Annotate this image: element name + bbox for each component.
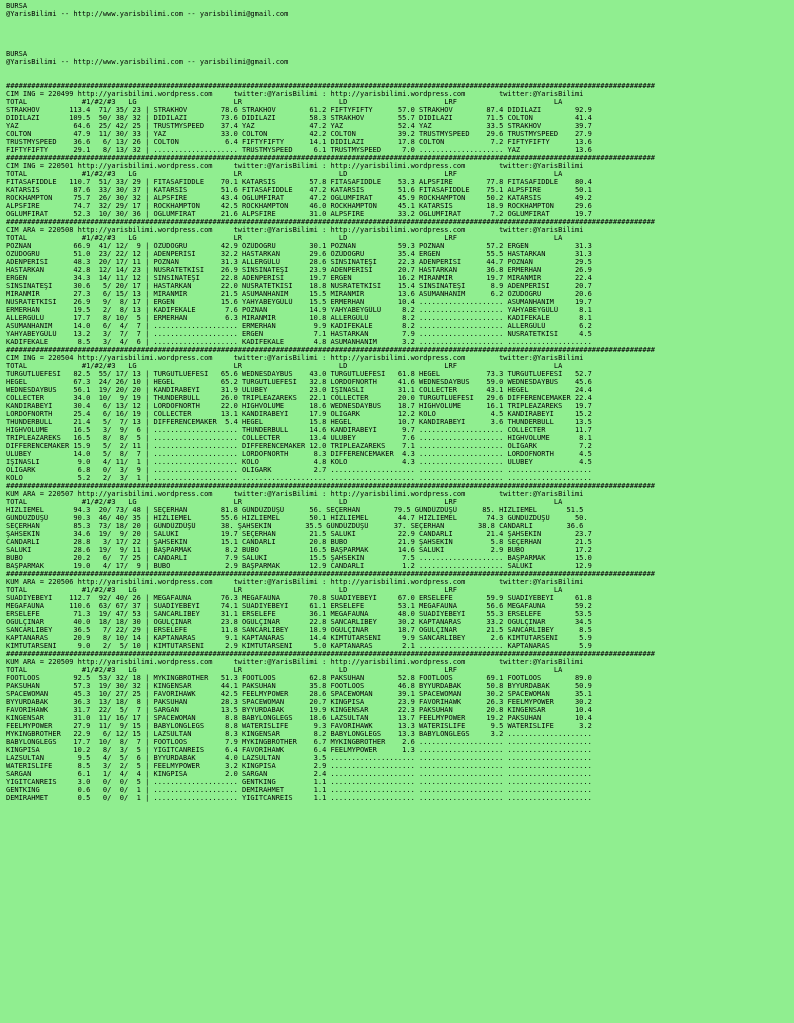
data-row: YİĞİTCANREİS 3.0 0/ 0/ 5 | .................... GENTKING 1.1 .................... .................... .................... xyxy=(6,778,592,786)
data-row: SANCARLIBEY 36.5 7/ 22/ 29 | ERSELEFE 11.8 SANCARLIBEY 18.9 OĞULÇINAR 18.7 OĞULÇINAR 21.5 SANCARLIBEY 8.5 xyxy=(6,626,592,634)
data-row: COLLECTER 34.0 10/ 9/ 19 | THUNDERBULL 26.0 TRIPLEAZAREKS 22.1 COLLECTER 20.0 TURGUTLUEFESİ 29.6 DIFFERENCEMAKER 22.4 xyxy=(6,394,592,402)
data-row: KAPTANARAS 20.9 8/ 10/ 14 | KAPTANARAS 9.1 KAPTANARAS 14.4 KİMTUTARSENİ 9.9 SANCARLIBEY 2.6 KİMTUTARSENİ 5.9 xyxy=(6,634,592,642)
data-row: ERSELEFE 71.3 19/ 47/ 53 | SANCARLIBEY 31.1 ERSELEFE 36.1 MEGAFAUNA 48.0 SUADİYEBEYİ 55.3 ERSELEFE 53.5 xyxy=(6,610,592,618)
data-row: LAZSULTAN 9.5 4/ 5/ 6 | BYYURDABAK 4.0 LAZSULTAN 3.5 .................... .................... .................... xyxy=(6,754,592,762)
column-header: TOTAL #1/#2/#3 LG LR LD LRF LA xyxy=(6,170,563,178)
data-row: DEMİRAHMET 0.5 0/ 0/ 1 | .................... YİĞİTCANREİS 1.1 .................... .................... .................... xyxy=(6,794,592,802)
race-header: CIM ING = 220499 http://yarisbilimi.wordpress.com twitter:@YarisBilimi : http://yarisbilimi.wordpress.com twitter:@YarisBilimi xyxy=(6,90,584,98)
data-row: SARGAN 6.1 1/ 4/ 4 | KINGPISA 2.0 SARGAN 2.4 .................... .................... .................... xyxy=(6,770,592,778)
section-divider: ########################################################################################################################################################## xyxy=(6,154,656,162)
data-row: FOOTLOOS 92.5 53/ 32/ 18 | MYKINGBROTHER 51.3 FOOTLOOS 62.8 PAKSUHAN 52.8 FOOTLOOS 69.1 FOOTLOOS 89.0 xyxy=(6,674,592,682)
section-divider: ########################################################################################################################################################## xyxy=(6,570,656,578)
data-row: CANDARLI 28.8 3/ 17/ 22 | ŞAHSEKİN 15.1 CANDARLI 20.8 BUBO 21.9 ŞAHSEKİN 5.8 SEÇERHAN 21.5 xyxy=(6,538,592,546)
data-row: HASTARKAN 42.8 12/ 14/ 23 | NUSRATETKİSİ 26.9 SİNSİNATEŞİ 23.9 ADENPERİSİ 20.7 HASTARKAN 36.8 ERMERHAN 26.9 xyxy=(6,266,592,274)
data-row: BUBO 20.2 6/ 7/ 25 | CANDARLI 7.9 SALUKİ 15.5 ŞAHSEKİN 7.5 .................... BAŞPARMAK 15.0 xyxy=(6,554,592,562)
data-row: POZNAN 66.9 41/ 12/ 9 | ÖZÜDOĞRU 42.9 ÖZÜDOĞRU 30.1 POZNAN 59.3 POZNAN 57.2 ERGEN 31.3 xyxy=(6,242,592,250)
data-row: WEDNESDAYBUS 56.1 19/ 20/ 20 | KANDIRABEYİ 31.9 ULUBEY 23.0 IŞINASLI 31.1 COLLECTER 43.1 HEGEL 24.4 xyxy=(6,386,592,394)
data-row: TURGUTLUEFESİ 82.5 55/ 17/ 13 | TURGUTLUEFESİ 65.6 WEDNESDAYBUS 43.0 TURGUTLUEFESİ 61.8 HEGEL 73.3 TURGUTLUEFESİ 52.7 xyxy=(6,370,592,378)
data-row: TRUSTMYSPEED 36.6 6/ 13/ 26 | COLTON 6.4 FIFTYFIFTY 14.1 DİDİLAZI 17.8 COLTON 7.2 FIFTYFIFTY 13.6 xyxy=(6,138,592,146)
data-row: ALPSFIRE 74.7 32/ 29/ 17 | ROCKHAMPTON 42.5 ROCKHAMPTON 46.0 ROCKHAMPTON 45.1 KATARSİS 18.9 ROCKHAMPTON 29.6 xyxy=(6,202,592,210)
data-row: SPACEWOMAN 45.3 10/ 27/ 25 | FAVORİHAWK 42.5 FEELMYPOWER 28.6 SPACEWOMAN 39.1 SPACEWOMAN 30.2 SPACEWOMAN 35.1 xyxy=(6,690,592,698)
data-row: TRIPLEAZAREKS 16.5 8/ 8/ 5 | .................... COLLECTER 13.4 ULUBEY 7.6 .................... HIGHVOLUME 8.1 xyxy=(6,434,592,442)
column-header: TOTAL #1/#2/#3 LG LR LD LRF LA xyxy=(6,666,563,674)
data-row: WATERISLIFE 8.5 3/ 2/ 5 | FEELMYPOWER 3.2 KINGPISA 2.9 .................... .................... .................... xyxy=(6,762,592,770)
contact-line: @YarisBilimi -- http://www.yarisbilimi.com -- yarisbilimi@gmail.com xyxy=(6,58,289,66)
data-row: DİDİLAZI 109.5 50/ 38/ 32 | DİDİLAZI 73.6 DİDİLAZI 58.3 STRAKHOV 55.7 DİDİLAZI 71.5 COLTON 41.4 xyxy=(6,114,592,122)
data-row: HEGEL 67.3 24/ 26/ 10 | HEGEL 65.2 TURGUTLUEFESİ 32.8 LORDOFNORTH 41.6 WEDNESDAYBUS 59.0 WEDNESDAYBUS 45.6 xyxy=(6,378,592,386)
column-header: TOTAL #1/#2/#3 LG LR LD LRF LA xyxy=(6,98,563,106)
blank-line xyxy=(6,34,794,42)
race-header: CIM ING = 220501 http://yarisbilimi.wordpress.com twitter:@YarisBilimi : http://yarisbilimi.wordpress.com twitter:@YarisBilimi xyxy=(6,162,584,170)
section-divider: ########################################################################################################################################################## xyxy=(6,650,656,658)
section-divider: ########################################################################################################################################################## xyxy=(6,346,656,354)
data-row: SEÇERHAN 85.3 73/ 18/ 20 | GÜNDÜZDÜŞÜ 38. ŞAHSEKİN 35.5 GÜNDÜZDÜŞÜ 37. SEÇERHAN 38.8 CANDARLI 36.6 xyxy=(6,522,584,530)
data-row: OLİGARK 6.8 0/ 3/ 9 | .................... OLİGARK 2.7 .................... .................... .................... xyxy=(6,466,592,474)
location-title: BURSA xyxy=(6,50,28,58)
section-divider: ########################################################################################################################################################## xyxy=(6,218,656,226)
data-row: DIFFERENCEMAKER 15.9 5/ 2/ 11 | .................... DIFFERENCEMAKER 12.0 TRIPLEAZAREKS 7.1 .................... OLİGARK 7.2 xyxy=(6,442,592,450)
blank-line xyxy=(6,66,794,74)
data-row: SİNSİNATEŞİ 30.6 5/ 20/ 17 | HASTARKAN 22.0 NUSRATETKİSİ 18.8 NUSRATETKİSİ 15.4 SİNSİNATEŞİ 8.9 ADENPERİSİ 20.7 xyxy=(6,282,592,290)
data-row: FIFTYFIFTY 29.1 8/ 13/ 32 | .................... TRUSTMYSPEED 6.1 TRUSTMYSPEED 7.0 .................... YAZ 13.6 xyxy=(6,146,592,154)
data-row: MİRANMİR 27.3 6/ 15/ 13 | MİRANMİR 21.5 ASUMANHANIM 15.5 MİRANMİR 13.6 ASUMANHANIM 6.2 ÖZÜDOĞRU 20.6 xyxy=(6,290,592,298)
data-row: KİMTUTARSENİ 9.0 2/ 5/ 10 | KİMTUTARSENİ 2.9 KİMTUTARSENİ 5.0 KAPTANARAS 2.1 .................... KAPTANARAS 5.9 xyxy=(6,642,592,650)
blank-line xyxy=(6,26,794,34)
data-row: ŞAHSEKİN 34.6 19/ 9/ 20 | SALUKİ 19.7 SEÇERHAN 21.5 SALUKİ 22.9 CANDARLI 21.4 ŞAHSEKİN 23.7 xyxy=(6,530,592,538)
section-divider: ########################################################################################################################################################## xyxy=(6,482,656,490)
data-row: BYYURDABAK 36.3 13/ 18/ 8 | PAKSUHAN 28.3 SPACEWOMAN 20.7 KINGPISA 23.9 FAVORİHAWK 26.3 FEELMYPOWER 30.2 xyxy=(6,698,592,706)
race-header: KUM ARA = 220506 http://yarisbilimi.wordpress.com twitter:@YarisBilimi : http://yarisbilimi.wordpress.com twitter:@YarisBilimi xyxy=(6,578,584,586)
data-row: COLTON 47.9 11/ 30/ 33 | YAZ 33.0 COLTON 42.2 COLTON 39.2 TRUSTMYSPEED 29.6 TRUSTMYSPEED 27.9 xyxy=(6,130,592,138)
blank-line xyxy=(6,42,794,50)
data-row: KINGPISA 10.2 8/ 3/ 5 | YİĞİTCANREİS 6.4 FAVORİHAWK 6.4 FEELMYPOWER 1.3 .................... .................... xyxy=(6,746,592,754)
race-header: KUM ARA = 220509 http://yarisbilimi.wordpress.com twitter:@YarisBilimi : http://yarisbilimi.wordpress.com twitter:@YarisBilimi xyxy=(6,658,584,666)
race-header: KUM ARA = 220507 http://yarisbilimi.wordpress.com twitter:@YarisBilimi : http://yarisbilimi.wordpress.com twitter:@YarisBilimi xyxy=(6,490,584,498)
column-header: TOTAL #1/#2/#3 LG LR LD LRF LA xyxy=(6,498,563,506)
data-row: FITASAFIDDLE 110.7 51/ 33/ 29 | FITASAFIDDLE 70.1 KATARSİS 57.8 FITASAFIDDLE 53.3 ALPSFIRE 77.8 FITASAFIDDLE 80.4 xyxy=(6,178,592,186)
data-row: ADENPERİSİ 48.3 20/ 17/ 11 | POZNAN 31.3 ALLERGÜLÜ 28.6 SİNSİNATEŞİ 22.3 ADENPERİSİ 44.7 POZNAN 29.5 xyxy=(6,258,592,266)
location-title: BURSA xyxy=(6,2,28,10)
data-row: NUSRATETKİSİ 26.9 9/ 8/ 17 | ERGEN 15.6 YAHYABEYGÜLÜ 15.5 ERMERHAN 10.4 .................... ASUMANHANIM 19.7 xyxy=(6,298,592,306)
data-row: SALUKİ 28.6 19/ 9/ 11 | BAŞPARMAK 8.2 BUBO 16.5 BAŞPARMAK 14.6 SALUKİ 2.9 BUBO 17.2 xyxy=(6,546,592,554)
data-row: ÖZÜDOĞRU 51.0 23/ 22/ 12 | ADENPERİSİ 32.2 HASTARKAN 29.6 ÖZÜDOĞRU 35.4 ERGEN 55.5 HASTARKAN 31.3 xyxy=(6,250,592,258)
data-row: SUADİYEBEYİ 112.7 92/ 40/ 26 | MEGAFAUNA 76.3 MEGAFAUNA 70.8 SUADİYEBEYİ 67.0 ERSELEFE 59.9 SUADİYEBEYİ 61.8 xyxy=(6,594,592,602)
column-header: TOTAL #1/#2/#3 LG LR LD LRF LA xyxy=(6,586,563,594)
data-row: KOLO 5.2 2/ 3/ 1 | .................... .................... .................... .................... .................... xyxy=(6,474,592,482)
data-row: YAHYABEYGÜLÜ 13.2 3/ 7/ 7 | .................... ERGEN 7.1 HASTARKAN 7.9 .................... NUSRATETKİSİ 4.5 xyxy=(6,330,592,338)
data-row: HIZLIEMEL 94.3 20/ 73/ 48 | SEÇERHAN 81.8 GÜNDÜZDÜŞÜ 56. SEÇERHAN 79.5 GÜNDÜZDÜŞÜ 85. HIZLIEMEL 51.5 xyxy=(6,506,584,514)
data-row: FEELMYPOWER 27.9 11/ 9/ 15 | BABYLONGLEGS 8.8 WATERISLIFE 9.3 FAVORİHAWK 13.3 WATERISLIFE 9.5 WATERISLIFE 3.2 xyxy=(6,722,592,730)
data-row: BAŞPARMAK 19.0 4/ 17/ 9 | BUBO 2.9 BAŞPARMAK 12.9 CANDARLI 1.2 .................... SALUKİ 12.9 xyxy=(6,562,592,570)
data-row: KADİFEKALE 8.5 3/ 4/ 6 | .................... KADİFEKALE 4.8 ASUMANHANIM 3.2 .................... .................... xyxy=(6,338,592,346)
data-row: ROCKHAMPTON 75.7 26/ 30/ 32 | ALPSFIRE 43.4 OĞLUMFIRAT 47.2 OĞLUMFIRAT 45.9 ROCKHAMPTON 50.2 KATARSİS 49.2 xyxy=(6,194,592,202)
blank-line xyxy=(6,18,794,26)
data-row: ERGEN 34.3 14/ 11/ 12 | SİNSİNATEŞİ 22.8 ADENPERİSİ 19.7 ERGEN 16.2 MİRANMİR 19.7 MİRANMİR 22.4 xyxy=(6,274,592,282)
data-row: KATARSİS 87.6 33/ 30/ 37 | KATARSİS 51.6 FITASAFIDDLE 47.2 KATARSİS 51.6 FITASAFIDDLE 75.1 ALPSFIRE 50.1 xyxy=(6,186,592,194)
column-header: TOTAL #1/#2/#3 LG LR LD LRF LA xyxy=(6,234,563,242)
data-row: GÜNDÜZDÜŞÜ 90.3 46/ 40/ 35 | HIZLIEMEL 55.6 HIZLIEMEL 50.1 HIZLIEMEL 44.7 HIZLIEMEL 74.3 GÜNDÜZDÜŞÜ 50. xyxy=(6,514,588,522)
data-row: GENTKING 0.6 0/ 0/ 1 | .................... DEMİRAHMET 1.1 .................... .................... .................... xyxy=(6,786,592,794)
data-row: HIGHVOLUME 16.5 3/ 9/ 6 | .................... THUNDERBULL 14.6 KANDIRABEYİ 9.7 .................... COLLECTER 11.7 xyxy=(6,426,592,434)
data-row: BABYLONGLEGS 17.7 10/ 8/ 7 | FOOTLOOS 7.9 MYKINGBROTHER 6.7 MYKINGBROTHER 2.6 .................... .................... xyxy=(6,738,592,746)
data-row: FAVORİHAWK 31.7 22/ 5/ 7 | SARGAN 13.5 BYYURDABAK 19.9 KINGENSAR 22.3 PAKSUHAN 20.8 KINGENSAR 10.4 xyxy=(6,706,592,714)
race-header: CIM ARA = 220508 http://yarisbilimi.wordpress.com twitter:@YarisBilimi : http://yarisbilimi.wordpress.com twitter:@YarisBilimi xyxy=(6,226,584,234)
section-divider: ########################################################################################################################################################## xyxy=(6,82,656,90)
data-row: KANDIRABEYİ 30.4 6/ 13/ 12 | LORDOFNORTH 22.0 HIGHVOLUME 18.6 WEDNESDAYBUS 18.7 HIGHVOLUME 16.1 TRIPLEAZAREKS 19.7 xyxy=(6,402,592,410)
data-row: ERMERHAN 19.5 2/ 8/ 13 | KADİFEKALE 7.6 POZNAN 14.9 YAHYABEYGÜLÜ 8.2 .................... YAHYABEYGÜLÜ 8.1 xyxy=(6,306,592,314)
race-header: CIM ING = 220504 http://yarisbilimi.wordpress.com twitter:@YarisBilimi : http://yarisbilimi.wordpress.com twitter:@YarisBilimi xyxy=(6,354,584,362)
data-row: MYKINGBROTHER 22.9 6/ 12/ 15 | LAZSULTAN 8.3 KINGENSAR 8.2 BABYLONGLEGS 13.3 BABYLONGLEGS 3.2 .................... xyxy=(6,730,592,738)
data-row: STRAKHOV 113.4 71/ 35/ 23 | STRAKHOV 78.6 STRAKHOV 61.2 FIFTYFIFTY 57.0 STRAKHOV 87.4 DİDİLAZI 92.9 xyxy=(6,106,592,114)
column-header: TOTAL #1/#2/#3 LG LR LD LRF LA xyxy=(6,362,563,370)
data-row: OĞULÇINAR 40.0 18/ 18/ 30 | OĞULÇINAR 23.8 OĞULÇINAR 22.8 SANCARLIBEY 30.2 KAPTANARAS 33.2 OĞULÇINAR 34.5 xyxy=(6,618,592,626)
data-row: KINGENSAR 31.0 11/ 16/ 17 | SPACEWOMAN 8.8 BABYLONGLEGS 18.6 LAZSULTAN 13.7 FEELMYPOWER 19.2 PAKSUHAN 10.4 xyxy=(6,714,592,722)
data-row: PAKSUHAN 57.3 19/ 30/ 32 | KINGENSAR 44.1 PAKSUHAN 35.8 FOOTLOOS 46.8 BYYURDABAK 50.8 BYYURDABAK 50.9 xyxy=(6,682,592,690)
data-row: ULUBEY 14.0 5/ 8/ 7 | .................... LORDOFNORTH 8.3 DIFFERENCEMAKER 4.3 .................... LORDOFNORTH 4.5 xyxy=(6,450,592,458)
data-row: MEGAFAUNA 110.6 63/ 67/ 37 | SUADİYEBEYİ 74.1 SUADİYEBEYİ 61.1 ERSELEFE 53.1 MEGAFAUNA 56.6 MEGAFAUNA 59.2 xyxy=(6,602,592,610)
data-row: LORDOFNORTH 25.4 6/ 16/ 19 | COLLECTER 13.1 KANDIRABEYİ 17.9 OLİGARK 12.2 KOLO 4.5 KANDIRABEYİ 15.2 xyxy=(6,410,592,418)
contact-line: @YarisBilimi -- http://www.yarisbilimi.com -- yarisbilimi@gmail.com xyxy=(6,10,289,18)
data-row: ASUMANHANIM 14.0 6/ 4/ 7 | .................... ERMERHAN 9.9 KADİFEKALE 8.2 .................... ALLERGÜLÜ 6.2 xyxy=(6,322,592,330)
data-row: THUNDERBULL 21.4 5/ 7/ 13 | DIFFERENCEMAKER 5.4 HEGEL 15.8 HEGEL 10.7 KANDIRABEYİ 3.6 THUNDERBULL 13.5 xyxy=(6,418,592,426)
data-row: ALLERGÜLÜ 17.7 8/ 10/ 5 | ERMERHAN 6.3 MİRANMİR 10.8 ALLERGÜLÜ 8.2 .................... KADİFEKALE 8.1 xyxy=(6,314,592,322)
blank-line xyxy=(6,74,794,82)
data-row: YAZ 64.6 25/ 42/ 25 | TRUSTMYSPEED 37.4 YAZ 47.2 YAZ 52.4 YAZ 33.5 STRAKHOV 39.7 xyxy=(6,122,592,130)
data-row: IŞINASLI 9.0 4/ 11/ 1 | .................... KOLO 4.8 KOLO 4.3 .................... ULUBEY 4.5 xyxy=(6,458,592,466)
data-row: OĞLUMFIRAT 52.3 10/ 30/ 36 | OĞLUMFIRAT 21.6 ALPSFIRE 31.0 ALPSFIRE 33.2 OĞLUMFIRAT 7.2 OĞLUMFIRAT 19.7 xyxy=(6,210,592,218)
